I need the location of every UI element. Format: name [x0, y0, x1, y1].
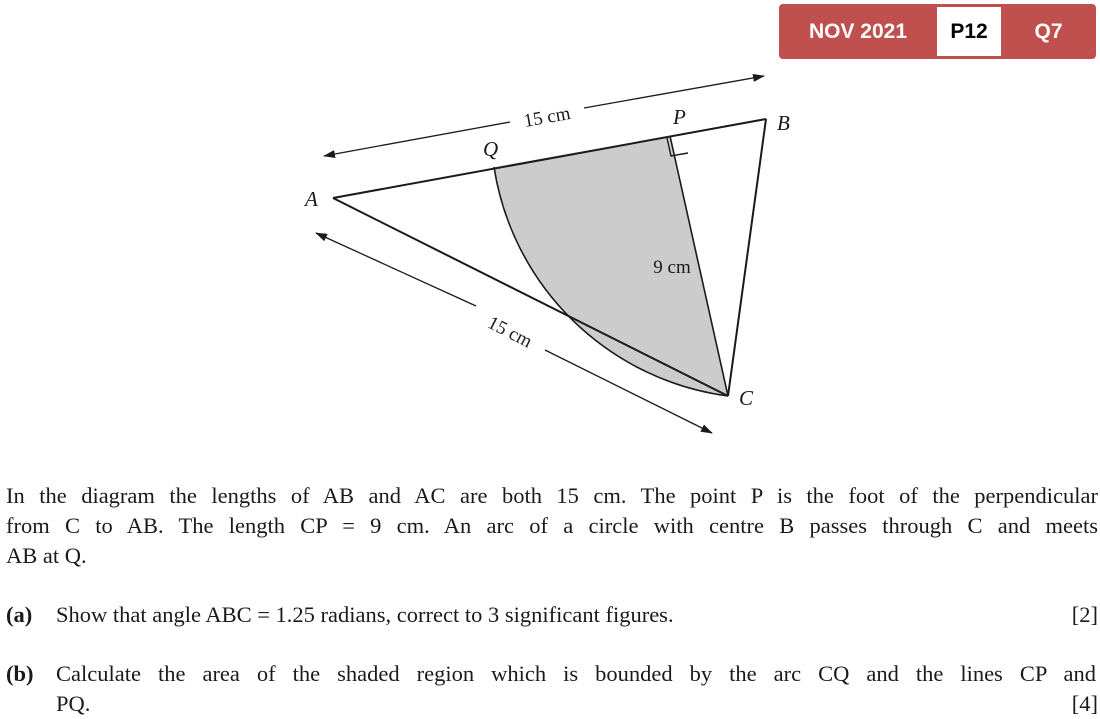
question-number: Q7 — [1034, 19, 1063, 43]
part-b-text — [56, 659, 1096, 719]
part-b-text-line-2: PQ. — [56, 691, 91, 716]
point-label-c: C — [739, 386, 754, 410]
point-label-p: P — [673, 105, 686, 129]
point-label-a: A — [305, 187, 318, 211]
part-a — [6, 600, 1098, 632]
length-label-ab: 15 cm — [522, 103, 573, 132]
part-a-marks: [2] — [1071, 602, 1098, 627]
length-label-cp: 9 cm — [653, 257, 691, 278]
part-b-text-line-1: Calculate the area of the shaded region which is bounded by the arc CQ and the lines CP and — [56, 661, 1096, 686]
length-label-ac: 15 cm — [484, 312, 536, 353]
part-a-label: (a) — [6, 602, 33, 627]
intro-line-2: from C to AB. The length CP = 9 cm. An arc of a circle with centre B passes through C and meets — [6, 513, 1098, 538]
intro-line-1: In the diagram the lengths of AB and AC are both 15 cm. The point P is the foot of the perpendicular — [6, 483, 1098, 508]
dimension-arrow-ab-right — [584, 76, 764, 108]
part-b-marks: [4] — [1071, 691, 1098, 716]
point-label-b: B — [777, 111, 790, 135]
dimension-arrow-ac-left — [316, 233, 476, 306]
intro-line-3: AB at Q. — [6, 543, 87, 568]
exam-session: NOV 2021 — [808, 19, 908, 43]
paper-number: P12 — [937, 7, 1001, 56]
side-bc — [728, 119, 766, 396]
part-b-label: (b) — [6, 661, 34, 686]
question-intro — [6, 481, 1098, 571]
part-b — [6, 659, 1098, 719]
part-a-text: Show that angle ABC = 1.25 radians, correct to 3 significant figures. — [56, 602, 674, 627]
point-label-q: Q — [483, 137, 499, 161]
